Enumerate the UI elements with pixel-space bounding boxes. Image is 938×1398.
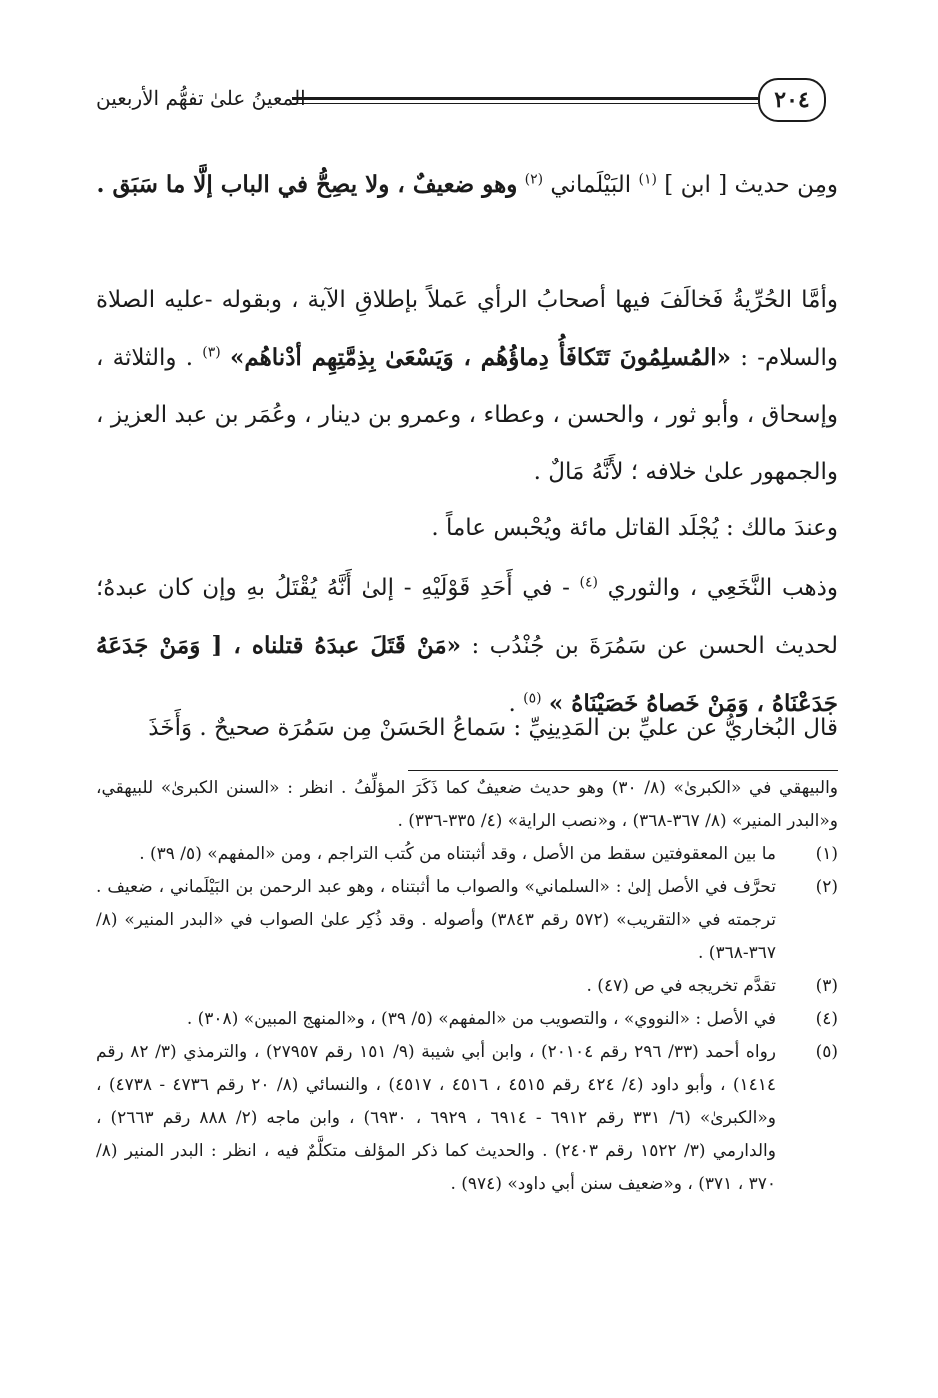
footnote-2 — [96, 871, 838, 970]
footnote-ref: (٤) — [579, 574, 599, 591]
footnote-number: (٤) — [815, 1009, 838, 1029]
footnote-carryover: والبيهقي في «الكبرىٰ» (٨/ ٣٠) وهو حديث ضعيفٌ كما ذَكَرَ المؤلِّفُ . انظر : «السنن الكبرىٰ» للبيهقي، و«البدر المنير» (٨/ ٣٦٧-٣٦٨) ، و«نصب الراية» (٤/ ٣٣٥-٣٣٦) . — [96, 778, 839, 831]
text: - في أَحَدِ قَوْلَيْهِ - إلىٰ أَنَّهُ يُقْتَلُ بهِ وإن كان عبدهُ؛ لحديث الحسن عن سَمُرَةَ بن جُنْدُب : — [96, 575, 839, 659]
footnote-ref: (٢) — [524, 171, 544, 188]
footnote-number: (٣) — [815, 976, 838, 996]
hadith-quote: «المُسلِمُونَ تَتَكافَأُ دِماؤُهُم ، وَيَسْعَىٰ بِذِمَّتِهِم أدْناهُم» — [229, 344, 732, 371]
paragraph-1 — [96, 156, 838, 214]
footnote-text: تحرَّف في الأصل إلىٰ : «السلماني» والصواب ما أثبتناه ، وهو عبد الرحمن بن البَيْلَماني ، ضعيف . ترجمته في «التقريب» (٥٧٢ رقم ٣٨٤٣) وأصوله . وقد ذُكِر علىٰ الصواب في «البدر المنير» (٨/ ٣٦٧-٣٦٨) . — [96, 877, 776, 963]
text: وأمَّا الحُرِّيةُ فَخالَفَ فيها أصحابُ الرأي عَملاً بإطلاقِ الآية ، وبقوله -عليه الصلاة والسلام- : — [96, 287, 838, 371]
footnote-number: (١) — [815, 844, 838, 864]
paragraph-5 — [96, 700, 838, 757]
book-title: المعينُ علىٰ تفهُّم الأربعين — [96, 86, 306, 110]
page-number: ٢٠٤ — [758, 78, 826, 122]
footnote-3 — [96, 970, 838, 1003]
footnote-text: رواه أحمد (٣٣/ ٢٩٦ رقم ٢٠١٠٤) ، وابن أبي شيبة (٩/ ١٥١ رقم ٢٧٩٥٧) ، والترمذي (٣/ ٨٢ رقم ١٤١٤) ، وأبو داود (٤/ ٤٢٤ رقم ٤٥١٥ ، ٤٥١٦ ، ٤٥١٧) ، والنسائي (٨/ ٢٠ رقم ٤٧٣٦ - ٤٧٣٨) ، و«الكبرىٰ» (٦/ ٣٣١ رقم ٦٩١٢ - ٦٩١٤ ، ٦٩٢٩ ، ٦٩٣٠) ، وابن ماجه (٢/ ٨٨٨ رقم ٢٦٦٣) ، والدارمي (٣/ ١٥٢٢ رقم ٢٤٠٣) . والحديث كما ذكر المؤلف متكلَّمٌ فيه ، انظر : البدر المنير (٨/ ٣٧٠ ، ٣٧١) ، و«ضعيف سنن أبي داود» (٩٧٤) . — [96, 1042, 777, 1194]
footnote-ref: (٥) — [523, 690, 542, 707]
footnote-1 — [96, 838, 838, 871]
footnote-text: ما بين المعقوفتين سقط من الأصل ، وقد أثبتناه من كُتب التراجم ، ومن «المفهم» (٥/ ٣٩) . — [139, 844, 776, 864]
text: . والثلاثة ، وإسحاق ، وأبو ثور ، والحسن ، وعطاء ، وعمرو بن دينار ، وعُمَر بن عبد العزيز ، والجمهور علىٰ خلافه ؛ لأَنَّهُ مَالٌ . — [96, 345, 838, 485]
text: وذهب النَّخَعِي ، والثوري — [607, 575, 839, 601]
header-rule-thin — [292, 103, 758, 104]
paragraph-3 — [96, 500, 838, 557]
footnote-4 — [96, 1003, 838, 1036]
footnote-text: تقدَّم تخريجه في ص (٤٧) . — [586, 976, 776, 996]
footnote-ref: (٣) — [202, 344, 221, 361]
text: قال البُخاريُّ عن عليِّ بن المَدِينِيِّ : سَماعُ الحَسَنْ مِن سَمُرَة صحيحٌ . وَأَخَذَ — [148, 715, 838, 741]
footnotes — [96, 768, 838, 1201]
footnote-5 — [96, 1036, 838, 1201]
footnote-ref: (١) — [638, 171, 657, 188]
footnote-number: (٥) — [815, 1042, 838, 1062]
text: وهو ضعيفٌ ، ولا يصِحُّ في الباب إلَّا ما سَبَق . — [96, 171, 518, 198]
paragraph-2 — [96, 272, 838, 501]
hadith-quote: «مَنْ قَتَلَ عبدَهُ قتلناه ، [ وَمَنْ جَدَعَهُ جَدَعْنَاهُ ، وَمَنْ خَصاهُ خَصَيْنَاهُ » — [96, 632, 838, 717]
text: ومِن حديث [ ابن ] — [664, 172, 838, 198]
footnote-text: في الأصل : «النووي» ، والتصويب من «المفهم» (٥/ ٣٩) ، و«المنهج المبين» (٣٠٨) . — [186, 1009, 776, 1029]
text: البَيْلَماني — [550, 172, 632, 198]
header-rule — [292, 97, 758, 100]
text: . — [508, 691, 516, 717]
text: وعندَ مالك : يُجْلَد القاتل مائة ويُحْبس عاماً . — [431, 515, 838, 541]
running-header — [96, 78, 826, 128]
footnote-number: (٢) — [815, 877, 838, 897]
